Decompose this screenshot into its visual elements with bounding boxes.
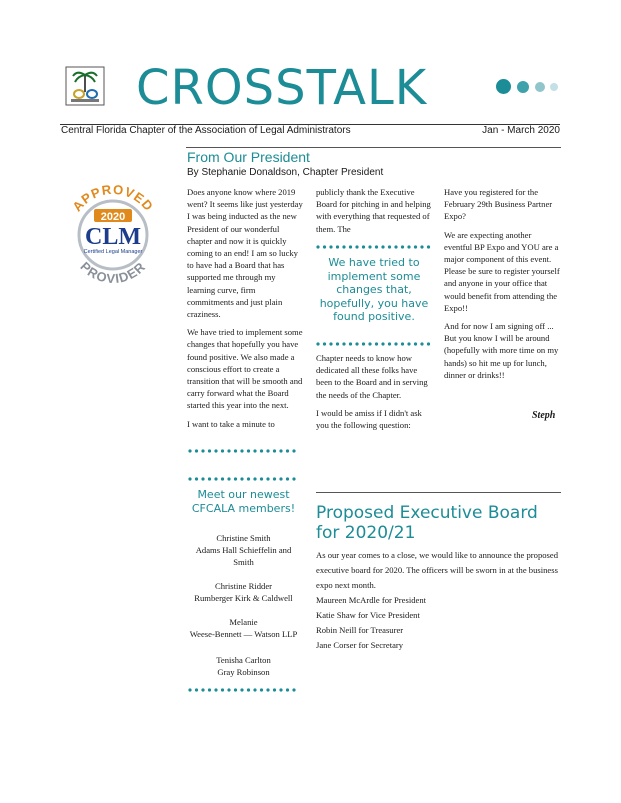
member-name: Christine Smith [216, 533, 271, 543]
decorative-dot [517, 81, 529, 93]
paragraph: Chapter needs to know how dedicated all these folks have been to the Board and in serving the needs of the Chapter. [316, 353, 428, 400]
dotted-divider [188, 688, 300, 692]
issue-date: Jan - March 2020 [482, 125, 560, 136]
member-firm: Weese-Bennett — Watson LLP [189, 629, 298, 639]
member-name: Melanie [229, 617, 258, 627]
president-column-1 [187, 186, 303, 436]
member-entry [187, 654, 300, 678]
paragraph: We have tried to implement some changes that hopefully you have found positive. We also made a conscious effort to create a transition that will be smooth and carry forward what the Board started this year into the next. [187, 327, 303, 411]
member-firm: Gray Robinson [217, 667, 270, 677]
seal-subtitle: Certified Legal Manager [83, 249, 143, 255]
member-entry [187, 580, 300, 604]
paragraph: Does anyone know where 2019 went? It seems like just yesterday I was being inducted as the new President of our wonderful chapter and now it is quickly coming to an end! I am so lucky to have had a Board that has supported me through my learning curve, firm commitments and just plain craziness. [187, 187, 303, 320]
seal-year: 2020 [100, 211, 126, 223]
masthead-title: CROSSTALK [136, 60, 428, 116]
member-entry [187, 532, 300, 568]
member-firm: Rumberger Kirk & Caldwell [194, 593, 293, 603]
seal-bottom-text: PROVIDER [77, 258, 149, 287]
president-column-2 [316, 186, 432, 241]
members-heading: Meet our newest CFCALA members! [191, 488, 296, 515]
paragraph: publicly thank the Executive Board for pitching in and helping with everything that requested of them. The [316, 187, 431, 234]
clm-approved-provider-seal-icon [58, 180, 168, 290]
member-firm: Adams Hall Schieffelin and Smith [195, 545, 292, 567]
paragraph: As our year comes to a close, we would like to announce the proposed executive board for 2020. The officers will be sworn in at the business expo next month. [316, 550, 558, 590]
dotted-divider [188, 477, 300, 481]
officer-line: Maureen McArdle for President [316, 595, 427, 605]
member-name: Christine Ridder [214, 581, 273, 591]
seal-mark: CLM [85, 224, 141, 250]
member-entry [187, 616, 300, 640]
president-byline: By Stephanie Donaldson, Chapter President [187, 167, 384, 178]
president-column-2-continued [316, 352, 432, 437]
officer-line: Katie Shaw for Vice President [316, 610, 420, 620]
dotted-divider [316, 245, 432, 249]
paragraph: I would be amiss if I didn't ask you the following question: [316, 407, 422, 431]
paragraph: We are expecting another eventful BP Expo and YOU are a major component of this event. Please be sure to register yourself and anyone in your office that would benefit from attending the Expo!! [444, 229, 560, 313]
exec-board-heading: Proposed Executive Board for 2020/21 [316, 503, 538, 543]
section-rule [316, 492, 561, 493]
president-heading: From Our President [187, 149, 310, 165]
paragraph: I want to take a minute to [187, 418, 275, 429]
seal-top-text: APPROVED [69, 181, 157, 215]
decorative-dot [535, 82, 545, 92]
pull-quote: We have tried to implement some changes that, hopefully, you have found positive. [319, 256, 429, 323]
exec-board-body [316, 548, 561, 653]
officer-line: Jane Corser for Secretary [316, 640, 404, 650]
president-column-3 [444, 186, 560, 387]
paragraph: Have you registered for the February 29th Business Partner Expo? [444, 187, 553, 222]
decorative-dot [550, 83, 558, 91]
svg-text:PROVIDER [77, 259, 148, 286]
organization-line: Central Florida Chapter of the Association of Legal Administrators [61, 125, 351, 136]
decorative-dot [496, 79, 511, 94]
dotted-divider [316, 342, 432, 346]
signature: Steph [532, 410, 556, 421]
officer-line: Robin Neill for Treasurer [316, 625, 404, 635]
paragraph: And for now I am signing off ... But you know I will be around (hopefully with more time on my hands) so hit me up for lunch, dinner or drinks!! [444, 321, 559, 380]
ala-palm-tree-logo-icon [65, 66, 105, 106]
member-name: Tenisha Carlton [216, 655, 271, 665]
section-rule [186, 147, 561, 148]
dotted-divider [188, 449, 300, 453]
